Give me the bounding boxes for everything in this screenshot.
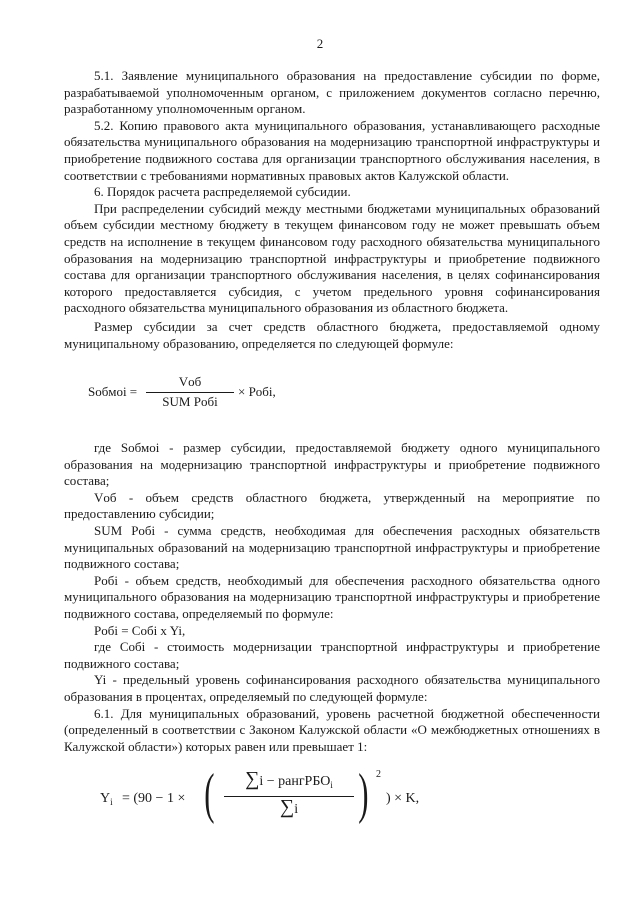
definition-sobmoi: где Sобмоi - размер субсидии, предоставляемой бюджету одного муниципального образования на модернизацию транспортной инфраструктуры и приобретение подвижного состава; <box>64 440 600 489</box>
formula-subsidy-numerator: Vоб <box>146 374 234 393</box>
definition-cobi: где Cобi - стоимость модернизации транспортной инфраструктуры и приобретение подвижного состава; <box>64 639 600 671</box>
formula-yi-fraction <box>224 768 354 818</box>
definition-pobi: Pобi - объем средств, необходимый для обеспечения расходного обязательства одного муниципального образования на модернизацию транспортной инфраструктуры и приобретение подвижного состава, определяемый по формуле: <box>64 572 600 622</box>
formula-subsidy-rhs: × Pобi, <box>238 384 276 400</box>
definition-sum-pobi: SUM Pобi - сумма средств, необходимая для обеспечения расходных обязательств муниципальных образований на модернизацию транспортной инфраструктуры и приобретение подвижного состава; <box>64 523 600 572</box>
formula-subsidy <box>88 364 600 420</box>
section-heading-6: 6. Порядок расчета распределяемой субсидии. <box>94 184 351 200</box>
paragraph-5-1: 5.1. Заявление муниципального образования на предоставление субсидии по форме, разрабатываемой уполномоченным органом, с приложением документов согласно перечню, разработанному уполномоченным органом. <box>64 68 600 117</box>
paragraph-5-2: 5.2. Копию правового акта муниципального образования, устанавливающего расходные обязательства муниципального образования на модернизацию транспортной инфраструктуры и приобретение подвижного состава для организации транспортного обслуживания населения, в соответствии с требованиями нормативных правовых актов Калужской области. <box>64 117 600 183</box>
formula-yi-lhs: $Y_i$ <box>100 791 113 808</box>
formula-yi-prefix: = (90 − 1 × <box>122 791 186 807</box>
paragraph-6-1: 6.1. Для муниципальных образований, уровень расчетной бюджетной обеспеченности (определенный в соответствии с Законом Калужской области «О межбюджетных отношениях в Калужской области») которых равен или превышает 1: <box>64 705 600 754</box>
formula-yi-suffix: ) × K, <box>386 791 420 807</box>
formula-subsidy-denominator: SUM Pобi <box>162 393 218 409</box>
formula-subsidy-fraction <box>146 374 234 410</box>
formula-subsidy-lhs: Sобмоi = <box>88 384 138 400</box>
formula-pobi: Pобi = Cобi x Yi, <box>94 622 186 638</box>
formula-yi <box>100 761 600 841</box>
formula-yi-exponent: 2 <box>376 769 381 781</box>
definition-vob: Vоб - объем средств областного бюджета, утвержденный на мероприятие по предоставлению субсидии; <box>64 489 600 522</box>
document-body <box>64 68 600 841</box>
paragraph-subsidy-size: Размер субсидии за счет средств областного бюджета, предоставляемой одному муниципальному образованию, определяется по следующей формуле: <box>64 318 600 351</box>
formula-yi-numerator: ∑i − рангРБО$_i$ <box>224 771 354 797</box>
paragraph-distribution: При распределении субсидий между местными бюджетами муниципальных образований объем субсидии местному бюджету в текущем финансовом году не может превышать объем средств на исполнение в текущем финансовом году расходного обязательства муниципального образования на модернизацию транспортной инфраструктуры и приобретение подвижного состава для организации транспортного обслуживания населения, в целях софинансирования которого предоставляется субсидия, с учетом предельного уровня софинансирования расходного обязательства муниципального образования из областного бюджета. <box>64 200 600 316</box>
formula-yi-denominator: ∑i <box>279 795 299 818</box>
page-number: 2 <box>316 36 324 51</box>
formula-yi-paren-right: ) <box>358 763 369 826</box>
definition-yi: Yi - предельный уровень софинансирования расходного обязательства муниципального образования в процентах, определяемый по следующей формуле: <box>64 672 600 704</box>
formula-yi-paren-left: ( <box>204 763 215 826</box>
